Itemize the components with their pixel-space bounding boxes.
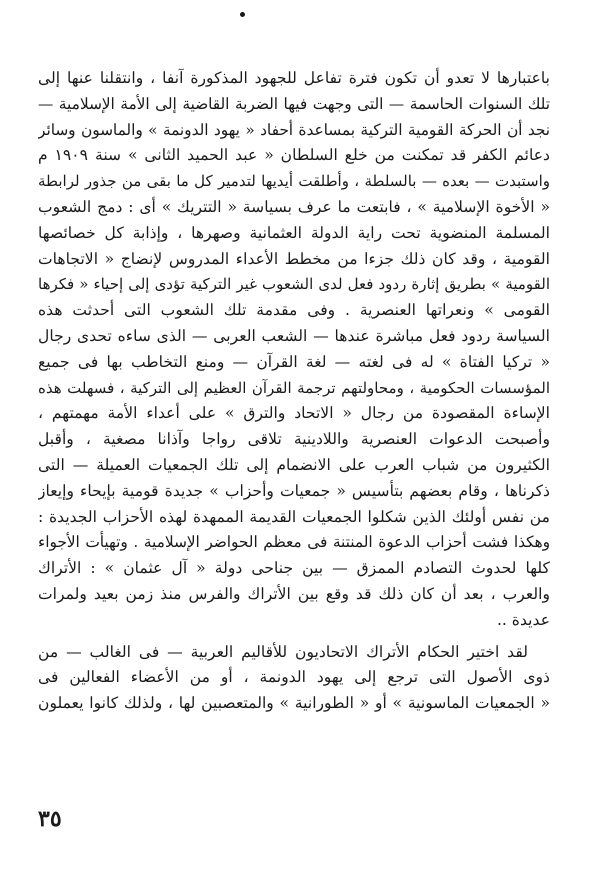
text-line: ذوى الأصول التى ترجع إلى يهود الدونمة ، أو من الأعضاء الفعالين فى [38,668,550,687]
paragraph-1 [38,66,550,634]
text-line: دعائم الكفر قد تمكنت من خلع السلطان « عبد الحميد الثانى » سنة ١٩٠٩ م [38,146,550,165]
text-line: من نفس أولئك الذين شكلوا الجمعيات القديمة الممهدة لهذه الأحزاب الجديدة : [38,507,550,526]
text-line: المسلمة المنضوية تحت راية الدولة العثمانية وصهرها ، وإذابة كل خصائصها [38,223,550,242]
text-line: القومية ، وقد كان ذلك جزءا من مخطط الأعداء المدروس لإنضاج « الاتجاهات [38,249,550,268]
text-line: كلها لحدوث التصادم الممزق — بين جناحى دولة « آل عثمان » : الأتراك [38,559,550,578]
text-line: السياسة ردود فعل مباشرة عندها — الشعب العربى — الذى ساءه تحدى رجال [38,326,550,345]
text-line: وأصبحت الدعوات العنصرية واللادينية تلاقى رواجا وآذانا مصغية ، وأقبل [38,430,550,449]
text-line: والعرب ، بعد أن كان ذلك قد وقع بين الأتراك والفرس منذ زمن بعيد ولمرات [38,584,550,603]
text-line: « تركيا الفتاة » له فى لغته — لغة القرآن — ومنع التخاطب بها فى جميع [38,352,550,371]
text-line: باعتبارها لا تعدو أن تكون فترة تفاعل للجهود المذكورة آنفا ، وانتقلنا عنها إلى [38,69,550,87]
text-line: ذكرناها ، وقام بعضهم بتأسيس « جمعيات وأحزاب » جديدة قومية بإيحاء وإيعاز [38,481,550,500]
text-line: الإساءة المقصودة من رجال « الاتحاد والترق » على أعداء الأمة مهمتهم ، [38,404,550,423]
text-line: الكثيرون من شباب العرب على الانضمام إلى تلك الجمعيات العميلة — التى [38,455,550,474]
text-line: « الجمعيات الماسونية » أو « الطورانية » والمتعصبين لها ، ولذلك كانوا يعملون [38,694,550,713]
text-line: واستبدت — بعده — بالسلطة ، وأطلقت أيديها لتدمير كل ما بقى من جذور لرابطة [38,172,550,191]
paragraph-2 [38,640,550,717]
text-line: القومى » ونعراتها العنصرية . وفى مقدمة تلك الشعوب التى أحدثت هذه [38,301,550,320]
text-line: لقد اختير الحكام الأتراك الاتحاديون للأقاليم العربية — فى الغالب — من [38,642,528,661]
text-line: المؤسسات الحكومية ، ومحاولتهم ترجمة القرآن العظيم إلى التركية ، فسهلت هذه [38,378,550,397]
text-line: « الأخوة الإسلامية » ، فابتعت ما عرف بسياسة « التتريك » أى : دمج الشعوب [38,197,550,216]
body-text [38,66,550,717]
text-line: وهكذا فشت أحزاب الدعوة المنتنة فى معظم الحواضر الإسلامية . وتهيأت الأجواء [38,533,550,552]
text-line: القومية » بطريق إثارة ردود فعل لدى الشعوب غير التركية تؤدى إلى إحياء « فكرها [38,275,550,294]
text-line: تلك السنوات الحاسمة — التى وجهت فيها الضربة القاضية إلى الأمة الإسلامية — [38,94,550,113]
top-dot-mark [240,12,245,17]
page-number: ٣٥ [38,806,62,832]
text-line: نجد أن الحركة القومية التركية بمساعدة أحفاد « يهود الدونمة » والماسون وسائر [38,120,550,139]
text-line: عديدة .. [496,610,550,629]
